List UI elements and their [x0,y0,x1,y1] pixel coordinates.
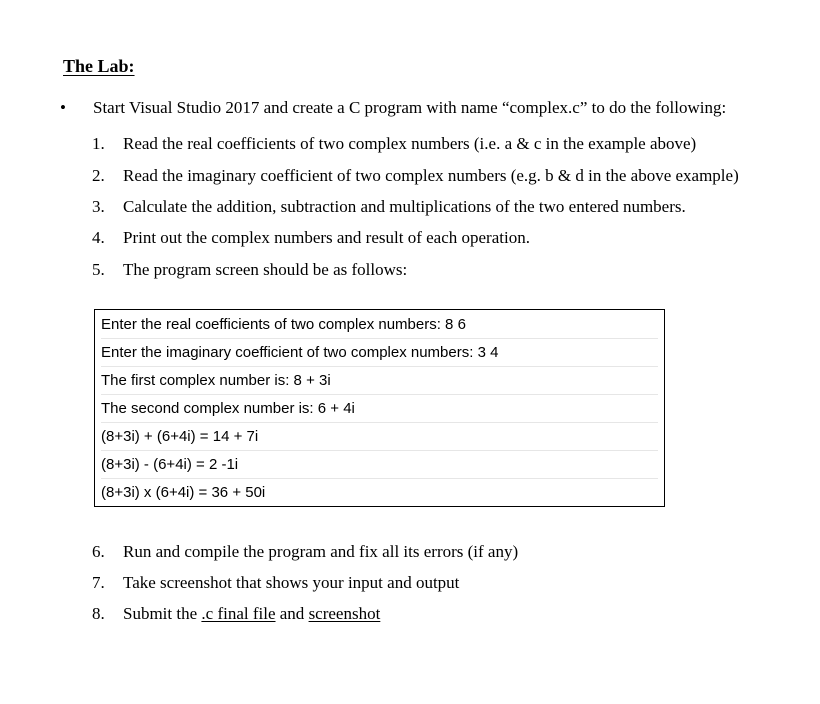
step-item [92,228,530,248]
c-file-link[interactable]: .c final file [201,604,276,623]
console-line: Enter the imaginary coefficient of two complex numbers: 3 4 [101,339,658,367]
intro-item [60,98,726,118]
step-number: 7. [92,573,105,592]
intro-text: Start Visual Studio 2017 and create a C program with name “complex.c” to do the following: [93,98,727,117]
step-item [92,542,518,562]
console-line: (8+3i) x (6+4i) = 36 + 50i [101,484,266,501]
step-number: 4. [92,228,105,247]
program-output-box [94,309,665,507]
console-line: The first complex number is: 8 + 3i [101,367,658,395]
step-number: 2. [92,166,105,185]
step-item [92,134,696,154]
bullet-icon: • [60,98,66,117]
step-item [92,260,407,280]
step-item [92,604,380,624]
step-number: 6. [92,542,105,561]
console-line: (8+3i) - (6+4i) = 2 -1i [101,451,658,479]
step-text: Calculate the addition, subtraction and multiplications of the two entered numbers. [123,197,686,216]
step-number: 8. [92,604,105,623]
step-text: Take screenshot that shows your input and output [123,573,460,592]
step-text: The program screen should be as follows: [123,260,408,279]
screenshot-link[interactable]: screenshot [308,604,381,623]
console-line: (8+3i) + (6+4i) = 14 + 7i [101,423,658,451]
step-text: Read the real coefficients of two complex numbers (i.e. a & c in the example above) [123,134,697,153]
step-text: Print out the complex numbers and result of each operation. [123,228,530,247]
step-text: Submit the [123,604,202,623]
step-text: Run and compile the program and fix all its errors (if any) [123,542,519,561]
step-number: 5. [92,260,105,279]
step-item [92,573,459,593]
console-line: The second complex number is: 6 + 4i [101,395,658,423]
lab-heading: The Lab: [63,56,135,76]
console-line: Enter the real coefficients of two complex numbers: 8 6 [101,311,658,339]
step-number: 1. [92,134,105,153]
step-item [92,197,686,217]
step-text-middle: and [275,604,309,623]
step-text: Read the imaginary coefficient of two complex numbers (e.g. b & d in the above example) [123,166,739,185]
step-number: 3. [92,197,105,216]
step-item [92,166,739,186]
